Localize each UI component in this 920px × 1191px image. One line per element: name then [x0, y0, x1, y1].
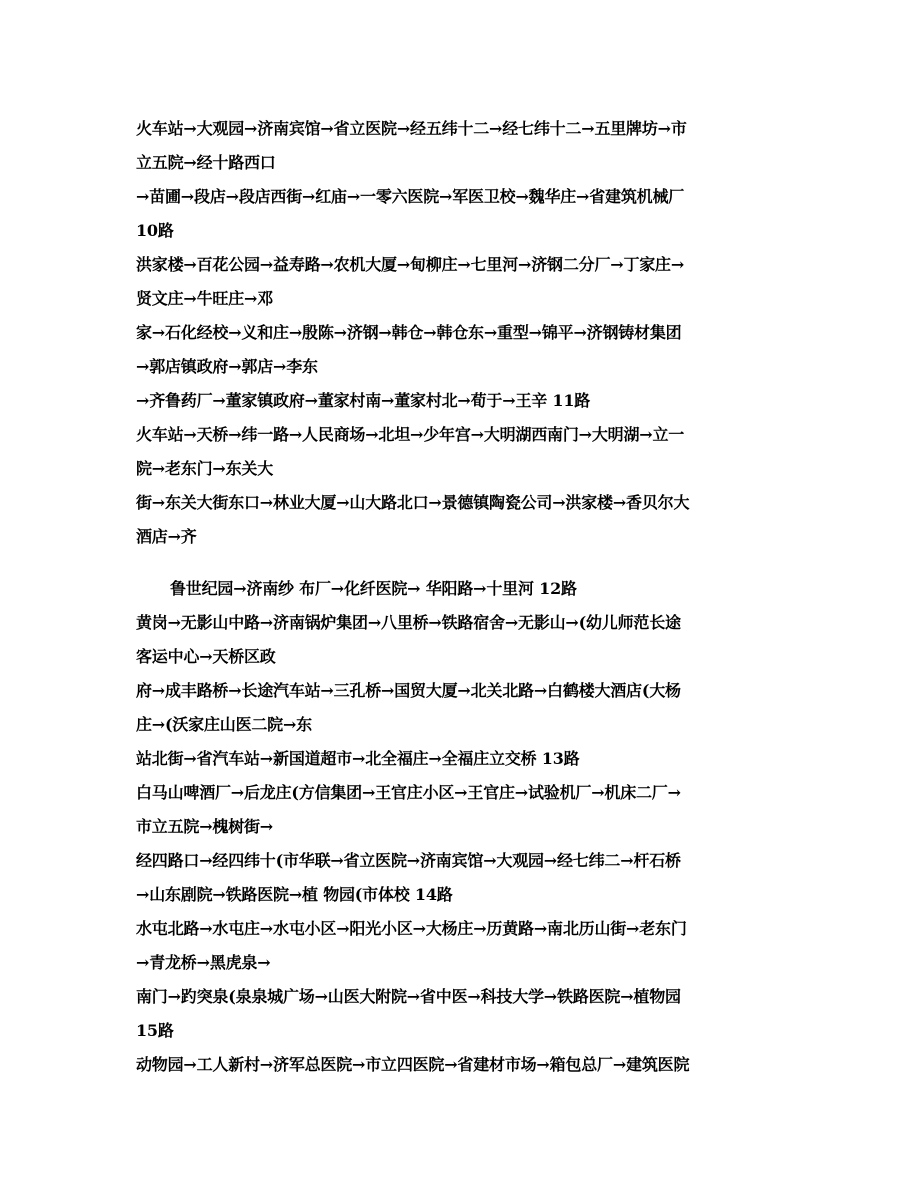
text-line: 府→成丰路桥→长途汽车站→三孔桥→国贸大厦→北关北路→白鹤楼大酒店(大杨 [136, 681, 681, 700]
text-line: 庄→(沃家庄山医二院→东 [136, 715, 312, 734]
text-line: 市立五院→槐树街→ [136, 817, 274, 836]
text-line: →青龙桥→黑虎泉→ [136, 953, 271, 972]
text-line: 10路 [136, 221, 174, 240]
text-line: →苗圃→段店→段店西街→红庙→一零六医院→军医卫校→魏华庄→省建筑机械厂 [136, 187, 685, 206]
text-line: 火车站→天桥→纬一路→人民商场→北坦→少年宫→大明湖西南门→大明湖→立一 [136, 425, 685, 444]
text-line: 贤文庄→牛旺庄→邓 [136, 289, 274, 308]
text-line: 经四路口→经四纬十(市华联→省立医院→济南宾馆→大观园→经七纬二→杆石桥 [136, 851, 681, 870]
text-line: 家→石化经校→义和庄→殷陈→济钢→韩仓→韩仓东→重型→锦平→济钢铸材集团 [136, 323, 682, 342]
text-line: 站北街→省汽车站→新国道超市→北全福庄→全福庄立交桥 13路 [136, 749, 580, 768]
text-line: 动物园→工人新村→济军总医院→市立四医院→省建材市场→箱包总厂→建筑医院 [136, 1055, 690, 1074]
text-line: 黄岗→无影山中路→济南锅炉集团→八里桥→铁路宿舍→无影山→(幼儿师范长途 [136, 613, 681, 632]
text-line: 客运中心→天桥区政 [136, 647, 276, 666]
text-line: →山东剧院→铁路医院→植 物园(市体校 14路 [136, 885, 453, 904]
text-line: 立五院→经十路西口 [136, 153, 276, 172]
bus-route-text [136, 112, 796, 1082]
text-line: →郭店镇政府→郭店→李东 [136, 357, 318, 376]
text-line: 街→东关大街东口→林业大厦→山大路北口→景德镇陶瓷公司→洪家楼→香贝尔大 [136, 493, 690, 512]
text-line: 南门→趵突泉(泉泉城广场→山医大附院→省中医→科技大学→铁路医院→植物园 [136, 987, 681, 1006]
text-line: 鲁世纪园→济南纱 布厂→化纤医院→ 华阳路→十里河 12路 [170, 579, 577, 598]
text-line: 白马山啤酒厂→后龙庄(方信集团→王官庄小区→王官庄→试验机厂→机床二厂→ [136, 783, 681, 802]
text-line: →齐鲁药厂→董家镇政府→董家村南→董家村北→荀于→王辛 11路 [136, 391, 591, 410]
text-line: 酒店→齐 [136, 527, 197, 546]
text-line: 水屯北路→水屯庄→水屯小区→阳光小区→大杨庄→历黄路→南北历山街→老东门 [136, 919, 687, 938]
text-line: 洪家楼→百花公园→益寿路→农机大厦→甸柳庄→七里河→济钢二分厂→丁家庄→ [136, 255, 685, 274]
text-line: 15路 [136, 1021, 174, 1040]
text-line: 院→老东门→东关大 [136, 459, 274, 478]
text-line: 火车站→大观园→济南宾馆→省立医院→经五纬十二→经七纬十二→五里牌坊→市 [136, 119, 687, 138]
